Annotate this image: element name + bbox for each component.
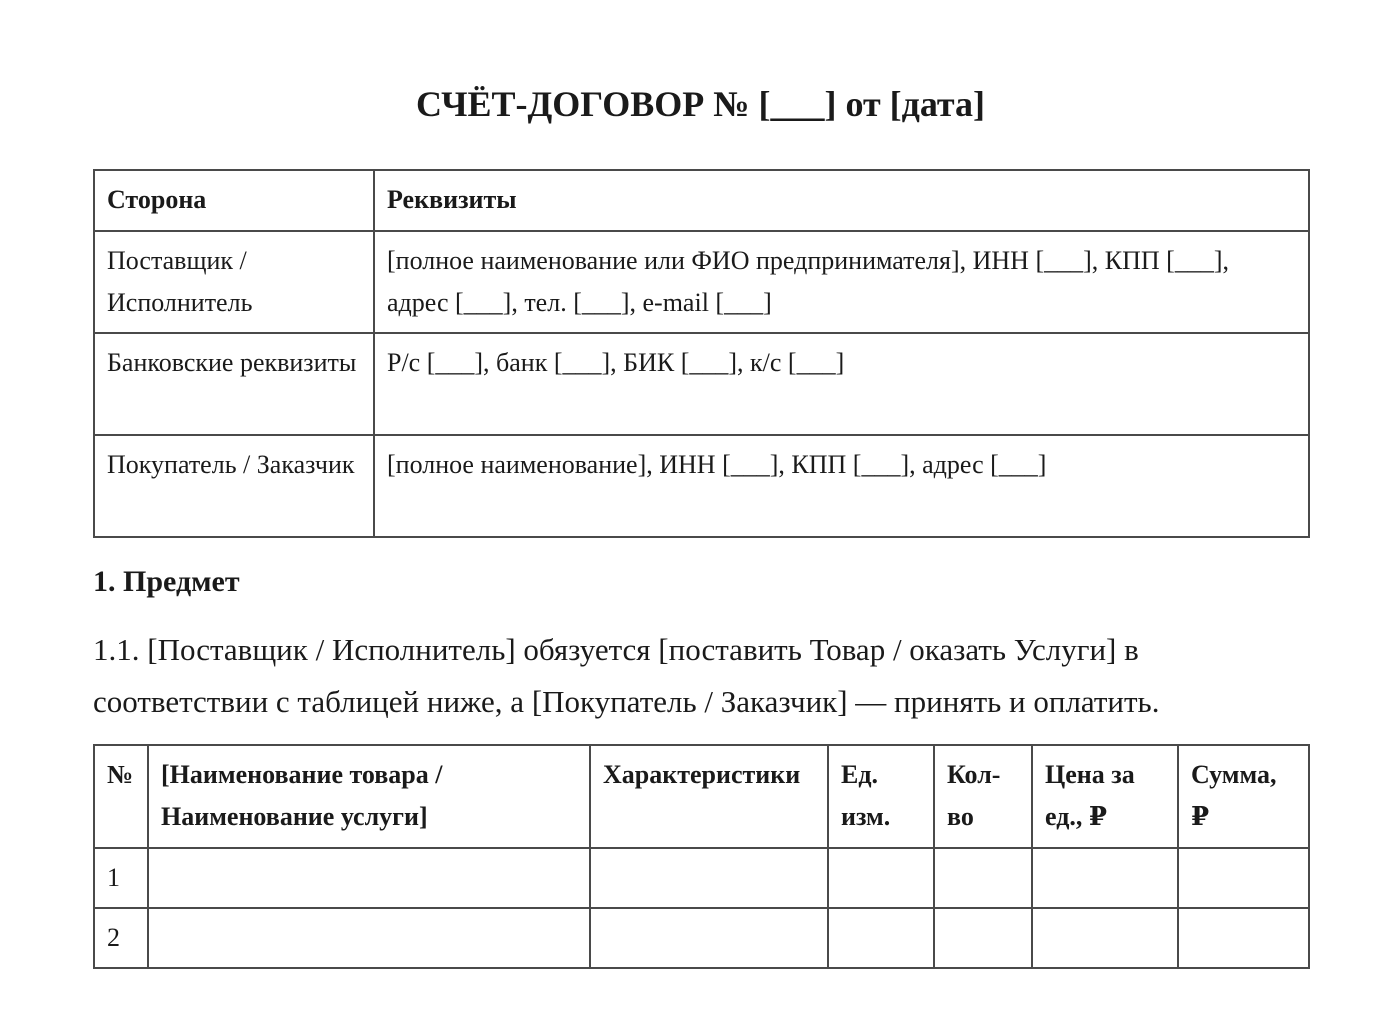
unit-price-cell bbox=[1032, 908, 1178, 968]
table-row bbox=[94, 848, 1309, 908]
party-cell: Покупатель / Заказчик bbox=[94, 435, 374, 537]
party-cell: Поставщик / Исполнитель bbox=[94, 231, 374, 333]
row-number-cell: 2 bbox=[94, 908, 148, 968]
characteristics-cell bbox=[590, 848, 828, 908]
total-cell bbox=[1178, 908, 1309, 968]
name-cell bbox=[148, 908, 590, 968]
column-header-number: № bbox=[94, 745, 148, 848]
details-cell: Р/с [___], банк [___], БИК [___], к/с [___] bbox=[374, 333, 1309, 435]
table-header-row bbox=[94, 170, 1309, 231]
unit-cell bbox=[828, 848, 934, 908]
column-header-total: Сумма, ₽ bbox=[1178, 745, 1309, 848]
characteristics-cell bbox=[590, 908, 828, 968]
details-cell: [полное наименование или ФИО предпринимателя], ИНН [___], КПП [___], адрес [___], тел. [___], e-mail [___] bbox=[374, 231, 1309, 333]
row-number-cell: 1 bbox=[94, 848, 148, 908]
quantity-cell bbox=[934, 908, 1032, 968]
table-row bbox=[94, 435, 1309, 537]
parties-table bbox=[93, 169, 1310, 538]
unit-cell bbox=[828, 908, 934, 968]
total-cell bbox=[1178, 848, 1309, 908]
column-header-characteristics: Характеристики bbox=[590, 745, 828, 848]
column-header-party: Сторона bbox=[94, 170, 374, 231]
quantity-cell bbox=[934, 848, 1032, 908]
details-cell: [полное наименование], ИНН [___], КПП [___], адрес [___] bbox=[374, 435, 1309, 537]
column-header-name: [Наименование товара / Наименование услуги] bbox=[148, 745, 590, 848]
table-row bbox=[94, 333, 1309, 435]
column-header-unit: Ед. изм. bbox=[828, 745, 934, 848]
party-cell: Банковские реквизиты bbox=[94, 333, 374, 435]
column-header-quantity: Кол-во bbox=[934, 745, 1032, 848]
column-header-details: Реквизиты bbox=[374, 170, 1309, 231]
items-table bbox=[93, 744, 1310, 969]
name-cell bbox=[148, 848, 590, 908]
table-row bbox=[94, 231, 1309, 333]
section-heading: 1. Предмет bbox=[93, 565, 240, 598]
table-row bbox=[94, 908, 1309, 968]
column-header-unit-price: Цена за ед., ₽ bbox=[1032, 745, 1178, 848]
table-header-row bbox=[94, 745, 1309, 848]
unit-price-cell bbox=[1032, 848, 1178, 908]
section-paragraph: 1.1. [Поставщик / Исполнитель] обязуется [поставить Товар / оказать Услуги] в соответствии с таблицей ниже, а [Покупатель / Заказчик] — принять и оплатить. bbox=[93, 632, 1160, 719]
document-title: СЧЁТ-ДОГОВОР № [___] от [дата] bbox=[415, 84, 986, 124]
